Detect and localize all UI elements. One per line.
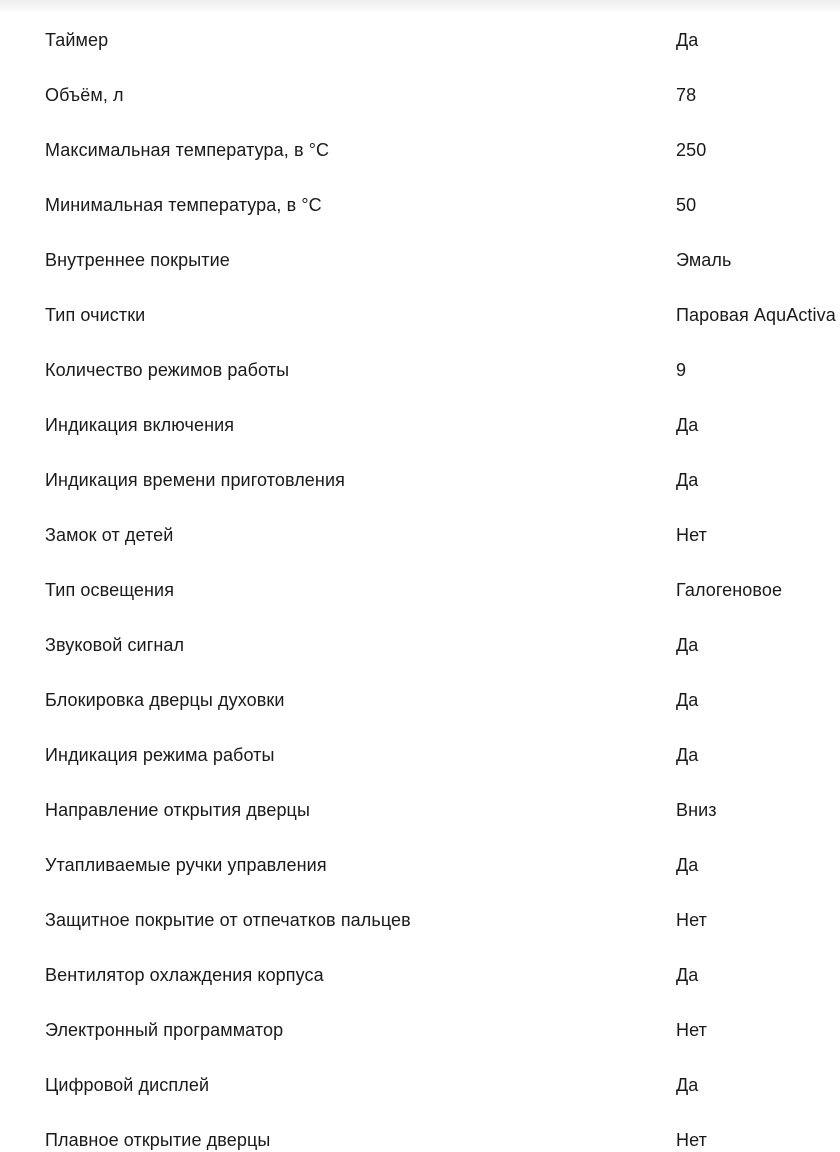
spec-name: Количество режимов работы xyxy=(45,360,290,380)
spec-value: Да xyxy=(676,690,699,710)
spec-value: Да xyxy=(676,415,699,435)
spec-value: Да xyxy=(676,855,699,875)
spec-row-cooking-time-indicator xyxy=(0,452,840,507)
spec-row-power-indicator xyxy=(0,397,840,452)
spec-row-digital-display xyxy=(0,1057,840,1112)
spec-value: Галогеновое xyxy=(676,580,783,600)
spec-value: Да xyxy=(676,745,699,765)
spec-name: Утапливаемые ручки управления xyxy=(45,855,327,875)
spec-value: Эмаль xyxy=(676,250,732,270)
spec-row-child-lock xyxy=(0,507,840,562)
spec-row-cleaning-type xyxy=(0,287,840,342)
spec-row-sound-signal xyxy=(0,617,840,672)
spec-row-volume xyxy=(0,67,840,122)
spec-value: Да xyxy=(676,1075,699,1095)
spec-name: Объём, л xyxy=(45,85,124,105)
spec-row-cooling-fan xyxy=(0,947,840,1002)
spec-row-modes-count xyxy=(0,342,840,397)
spec-value: Да xyxy=(676,965,699,985)
spec-name: Цифровой дисплей xyxy=(45,1075,210,1095)
spec-value: 9 xyxy=(676,360,687,380)
spec-value: Да xyxy=(676,635,699,655)
spec-row-electronic-programmer xyxy=(0,1002,840,1057)
spec-value: Да xyxy=(676,30,699,50)
spec-name: Звуковой сигнал xyxy=(45,635,185,655)
spec-value: 78 xyxy=(676,85,697,105)
spec-value: Нет xyxy=(676,1020,707,1040)
spec-name: Электронный программатор xyxy=(45,1020,284,1040)
spec-value: Вниз xyxy=(676,800,717,820)
spec-name: Вентилятор охлаждения корпуса xyxy=(45,965,324,985)
spec-value: Нет xyxy=(676,1130,707,1150)
spec-name: Направление открытия дверцы xyxy=(45,800,311,820)
spec-name: Тип освещения xyxy=(45,580,175,600)
spec-value: 50 xyxy=(676,195,697,215)
spec-row-recessed-knobs xyxy=(0,837,840,892)
spec-name: Индикация режима работы xyxy=(45,745,275,765)
spec-name: Минимальная температура, в °C xyxy=(45,195,322,215)
spec-name: Индикация времени приготовления xyxy=(45,470,345,490)
spec-row-lighting-type xyxy=(0,562,840,617)
spec-value: 250 xyxy=(676,140,707,160)
spec-name: Индикация включения xyxy=(45,415,235,435)
spec-row-inner-coating xyxy=(0,232,840,287)
specifications-list xyxy=(0,12,840,1152)
spec-row-max-temperature xyxy=(0,122,840,177)
spec-row-anti-fingerprint xyxy=(0,892,840,947)
spec-row-soft-open-door xyxy=(0,1112,840,1152)
spec-row-timer xyxy=(0,12,840,67)
spec-name: Замок от детей xyxy=(45,525,174,545)
spec-name: Максимальная температура, в °C xyxy=(45,140,330,160)
spec-value: Да xyxy=(676,470,699,490)
spec-row-min-temperature xyxy=(0,177,840,232)
spec-value: Нет xyxy=(676,525,707,545)
spec-value: Паровая AquActiva xyxy=(676,305,836,325)
spec-name: Тип очистки xyxy=(45,305,146,325)
spec-name: Внутреннее покрытие xyxy=(45,250,230,270)
spec-row-door-direction xyxy=(0,782,840,837)
spec-name: Блокировка дверцы духовки xyxy=(45,690,285,710)
spec-name: Плавное открытие дверцы xyxy=(45,1130,271,1150)
spec-row-mode-indicator xyxy=(0,727,840,782)
spec-name: Защитное покрытие от отпечатков пальцев xyxy=(45,910,411,930)
spec-value: Нет xyxy=(676,910,707,930)
spec-row-door-lock xyxy=(0,672,840,727)
spec-name: Таймер xyxy=(45,30,109,50)
